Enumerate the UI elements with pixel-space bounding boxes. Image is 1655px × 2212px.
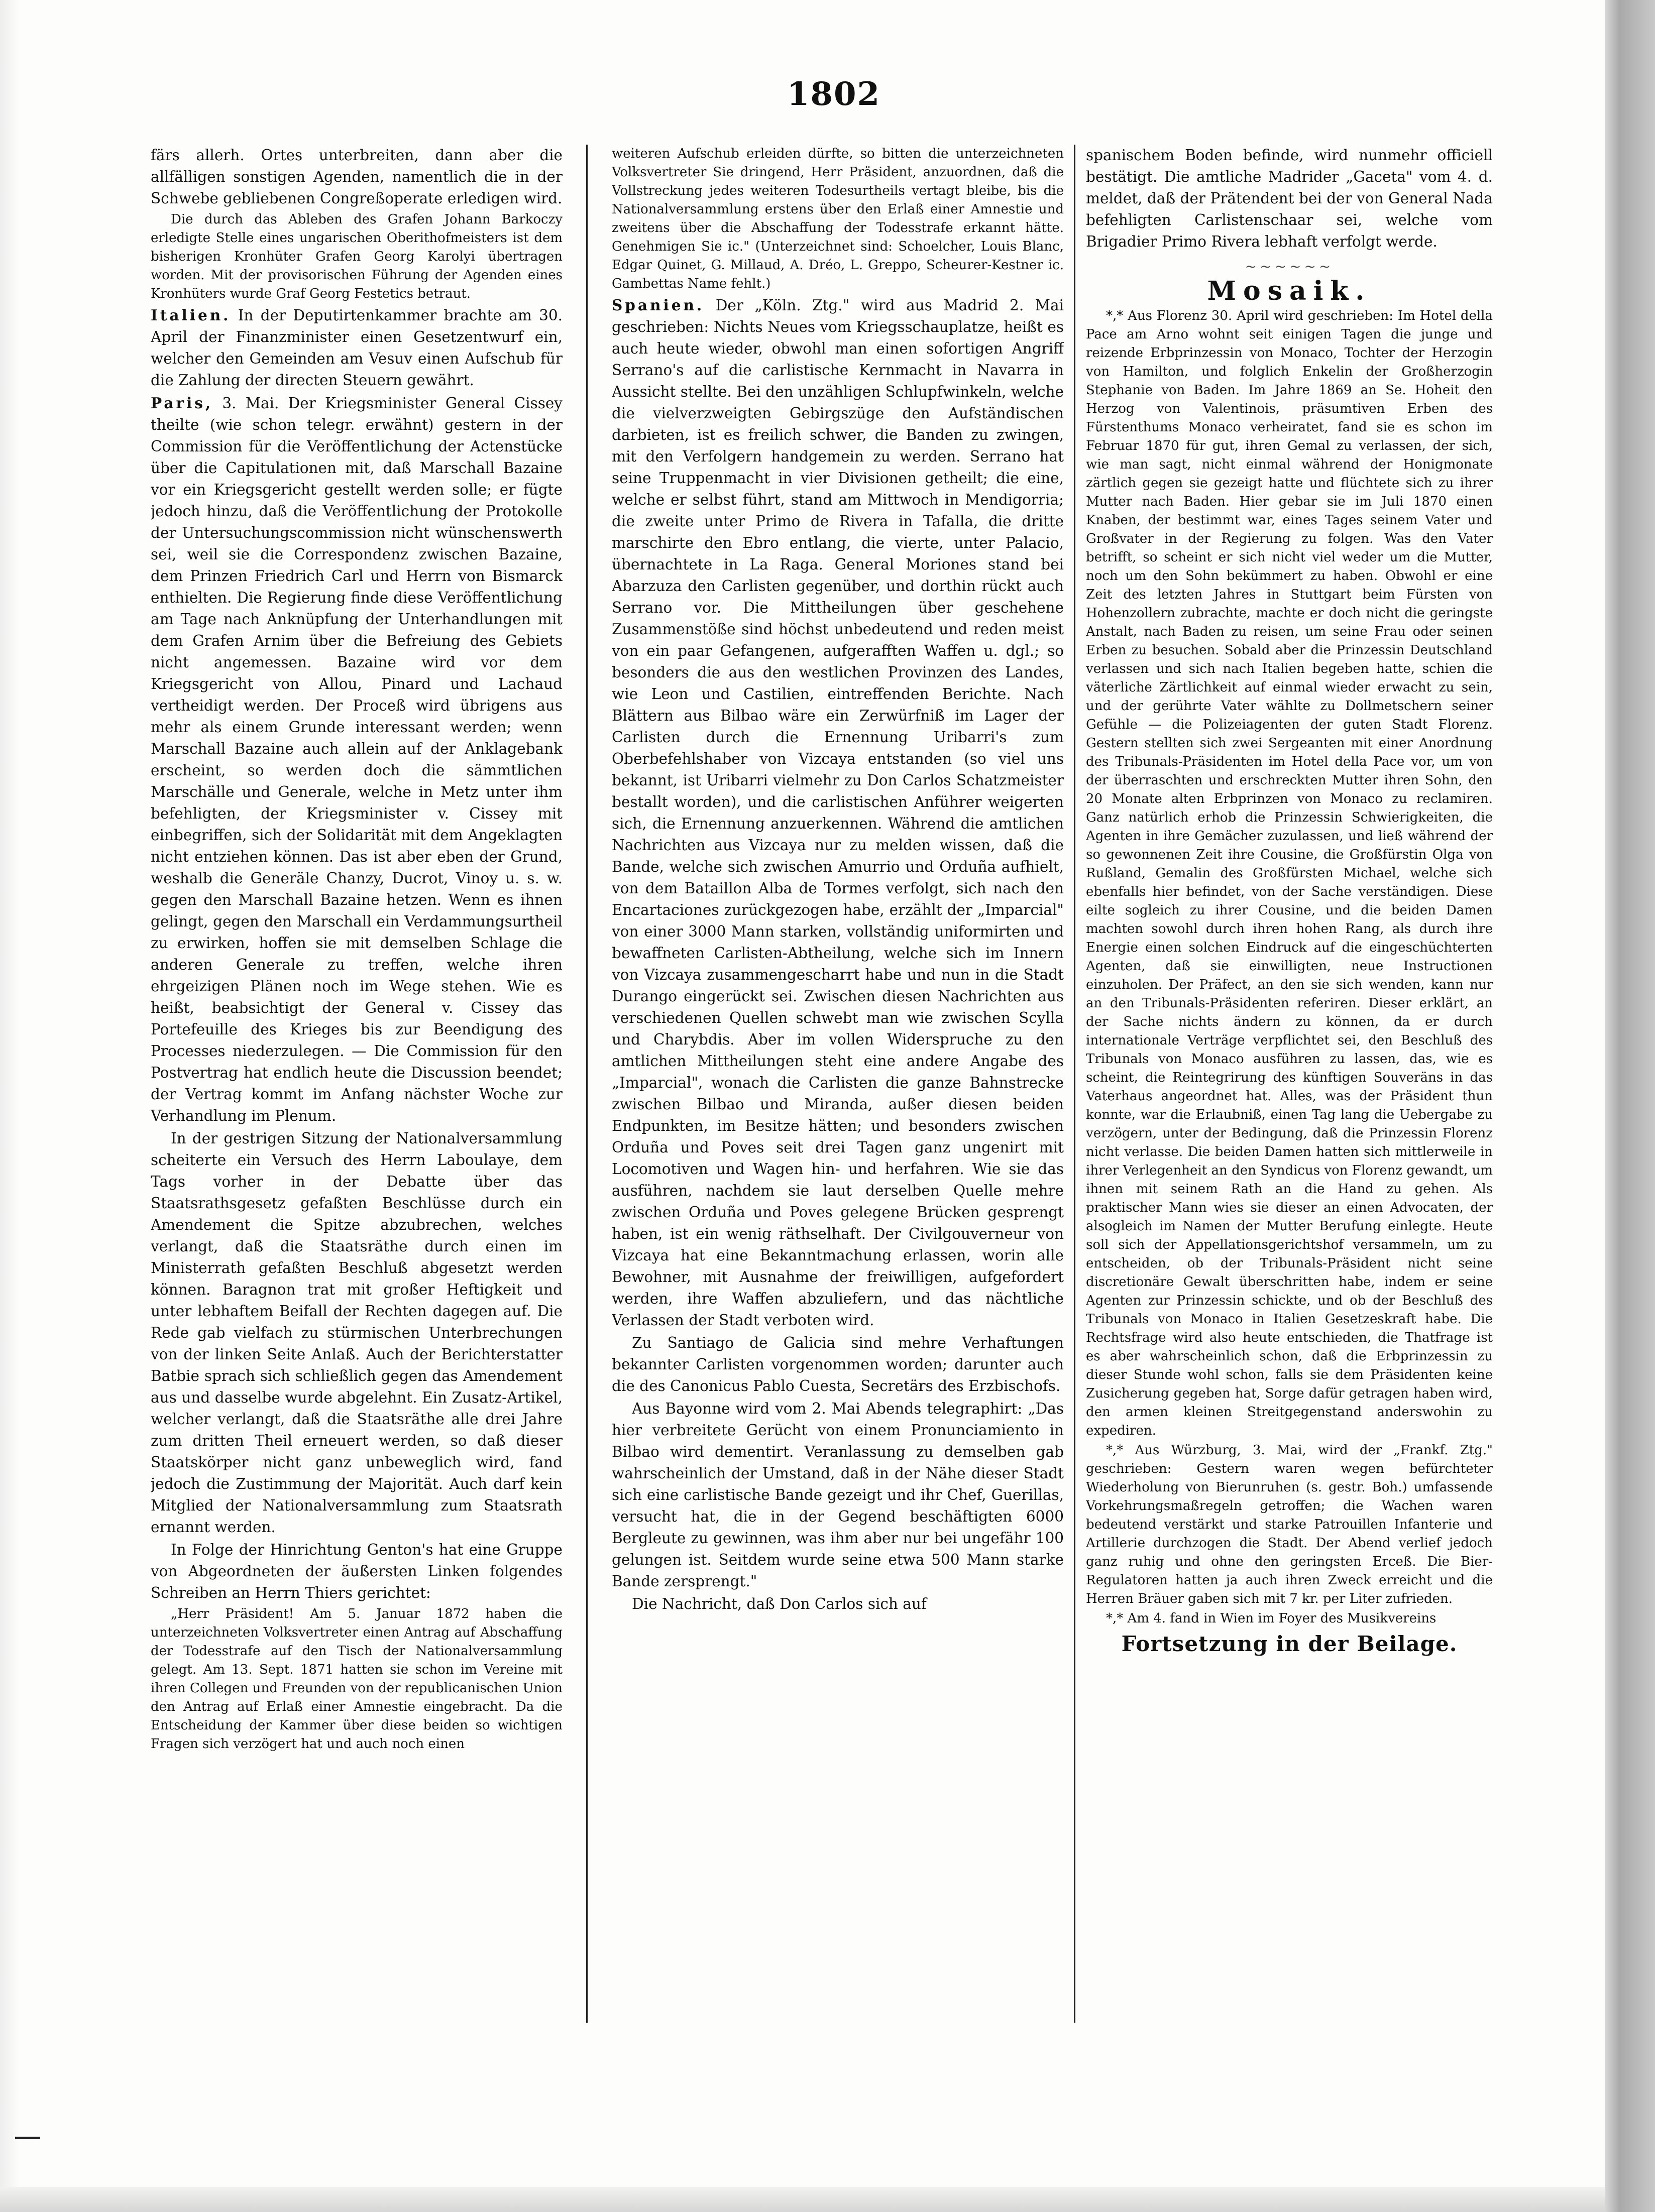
margin-mark <box>15 2137 40 2139</box>
page-edge-left <box>0 0 20 2212</box>
column-rule-1 <box>586 145 588 2023</box>
col2-paragraph-4: Aus Bayonne wird vom 2. Mai Abends telegraphirt: „Das hier verbreitete Gerücht von einem Pronunciamiento in Bilbao wird dementirt. Veranlassung zu demselben gab wahrscheinlich der Umstand, daß in der Nähe dieser Stadt sich eine carlistische Bande gezeigt und ihr Chef, Guerillas, versucht hat, die in der Gegend beschäftigten 6000 Bergleute zu gewinnen, was ihm aber nur bei ungefähr 100 gelungen ist. Seitdem wurde seine etwa 500 Mann starke Bande zersprengt." <box>612 1400 1064 1590</box>
col1-paris-paragraph <box>151 392 563 1127</box>
column-2 <box>612 145 1064 2083</box>
page-edge-right <box>1605 0 1655 2212</box>
col1-paragraph-5: In der gestrigen Sitzung der Nationalversammlung scheiterte ein Versuch des Herrn Laboulaye, dem Tags vorher in der Debatte über das Staatsrathsgesetz gefaßten Beschlüsse durch ein Amendement die Spitze abzubrechen, welches verlangt, daß die Staatsräthe durch einen im Ministerrath gefaßten Beschluß abgesetzt werden können. Baragnon trat mit großer Heftigkeit und unter lebhaftem Beifall der Rechten dagegen auf. Die Rede gab vielfach zu stürmischen Unterbrechungen von der linken Seite Anlaß. Auch der Berichterstatter Batbie sprach sich schließlich gegen das Amendement aus und dasselbe wurde abgelehnt. Ein Zusatz-Artikel, welcher verlangt, daß die Staatsräthe alle drei Jahre zum dritten Theil erneuert werden, so daß dieser Staatskörper nicht ganz unbeweglich wird, fand jedoch die Zustimmung der Majorität. Auch darf kein Mitglied der Nationalversammlung zum Staatsrath ernannt werden. <box>151 1130 563 1536</box>
page-number: 1802 <box>787 75 881 113</box>
col2-paragraph-3: Zu Santiago de Galicia sind mehre Verhaftungen bekannter Carlisten vorgenommen worden; darunter auch die des Canonicus Pablo Cuesta, Secretärs des Erzbischofs. <box>612 1334 1064 1394</box>
ornament-divider: ~~~~~~ <box>1245 258 1334 275</box>
col1-paragraph-2: Die durch das Ableben des Grafen Johann Barkoczy erledigte Stelle eines ungarischen Oberithofmeisters ist dem bisherigen Kronhüter Grafen Georg Karolyi übertragen worden. Mit der provisorischen Führung der Agenden eines Kronhüters wurde Graf Georg Festetics betraut. <box>151 212 563 301</box>
mosaik-heading: Mosaik. <box>1207 276 1372 306</box>
section-label-spanien: Spanien. <box>612 296 705 314</box>
col2-spanien-paragraph <box>612 294 1064 1331</box>
column-1 <box>151 145 563 2083</box>
col3-paragraph-4: *,* Am 4. fand in Wien im Foyer des Musikvereins <box>1106 1611 1437 1626</box>
page-edge-bottom <box>0 2187 1605 2212</box>
col2-paragraph-1: weiteren Aufschub erleiden dürfte, so bitten die unterzeichneten Volksvertreter Sie dringend, Herr Präsident, anzuordnen, daß die Vollstreckung jedes weiteren Todesurtheils vertagt bleibe, bis die Nationalversammlung erstens über den Erlaß einer Amnestie und zweitens über die Abschaffung der Todesstrafe erkannt hätte. Genehmigen Sie ic." (Unterzeichnet sind: Schoelcher, Louis Blanc, Edgar Quinet, G. Millaud, A. Dréo, L. Greppo, Scheurer-Kestner ic. Gambettas Name fehlt.) <box>612 146 1064 291</box>
column-rule-2 <box>1074 145 1075 2023</box>
col1-paragraph-3: In der Deputirtenkammer brachte am 30. April der Finanzminister einen Gesetzentwurf ein, welcher den Gemeinden am Vesuv einen Aufschub für die Zahlung der directen Steuern gewährt. <box>151 307 563 389</box>
col2-paragraph-5: Die Nachricht, daß Don Carlos sich auf <box>632 1595 927 1612</box>
col1-paragraph-1: färs allerh. Ortes unterbreiten, dann aber die allfälligen sonstigen Agenden, namentlich die in der Schwebe gebliebenen Congreßoperate erledigen wird. <box>151 147 563 207</box>
col2-paragraph-2: Der „Köln. Ztg." wird aus Madrid 2. Mai geschrieben: Nichts Neues vom Kriegsschauplatze, heißt es auch heute wieder, obwohl man einen sofortigen Angriff Serrano's auf die carlistische Kernmacht in Navarra in Aussicht stellte. Bei den unzähligen Schlupfwinkeln, welche die vielverzweigten Gebirgszüge den Aufständischen darbieten, ist es freilich schwer, die Banden zu zwingen, mit den Verfolgern handgemein zu werden. Serrano hat seine Truppenmacht in vier Divisionen getheilt; die eine, welche er selbst führt, stand am Mittwoch in Mendigorria; die zweite unter Primo de Rivera in Tafalla, die dritte marschirte den Ebro entlang, die vierte, unter Palacio, übernachtete in La Raga. General Moriones stand bei Abarzuza den Carlisten gegenüber, und dorthin rückt auch Serrano vor. Die Mittheilungen über geschehene Zusammenstöße sind höchst unbedeutend und reden meist von ein paar Gefangenen, aufgerafften Waffen u. dgl.; so besonders die aus den westlichen Provinzen des Landes, wie Leon und Castilien, eintreffenden Berichte. Nach Blättern aus Bilbao wäre ein Zerwürfniß im Lager der Carlisten durch die Ernennung Uribarri's zum Oberbefehlshaber von Vizcaya entstanden (so viel uns bekannt, ist Uribarri vielmehr zu Don Carlos Schatzmeister bestallt worden), und die carlistischen Anführer weigerten sich, die Ernennung anzuerkennen. Während die amtlichen Nachrichten aus Vizcaya nur zu melden wissen, daß die Bande, welche sich zwischen Amurrio und Orduña aufhielt, von dem Bataillon Alba de Tormes verfolgt, sich nach den Encartaciones zurückgezogen habe, erzählt der „Imparcial" von einer 3000 Mann starken, vollständig uniformirten und bewaffneten Carlisten-Abtheilung, welche sich im Innern von Vizcaya zusammengescharrt habe und nun in die Stadt Durango eingerückt sei. Zwischen diesen Nachrichten aus verschiedenen Quellen schwebt man wie zwischen Scylla und Charybdis. Aber im vollen Widerspruche zu den amtlichen Mittheilungen steht eine andere Angabe des „Imparcial", wonach die Carlisten die ganze Bahnstrecke zwischen Bilbao und Miranda, außer diesen beiden Endpunkten, im Besitze hätten; und besonders zwischen Orduña und Poves seit drei Tagen ganz ungenirt mit Locomotiven und Wagen hin- und herfahren. Wie sie das ausführen, nachdem sie laut derselben Quelle mehre zwischen Orduña und Poves gelegene Brücken gesprengt haben, ist ein wenig räthselhaft. Der Civilgouverneur von Vizcaya hat eine Bekanntmachung erlassen, worin alle Bewohner, mit Ausnahme der freiwilligen, aufgefordert werden, ihre Waffen abzuliefern, und das nächtliche Verlassen der Stadt verboten wird. <box>612 297 1064 1329</box>
col1-paragraph-6: In Folge der Hinrichtung Genton's hat eine Gruppe von Abgeordneten der äußersten Linken folgendes Schreiben an Herrn Thiers gerichtet: <box>151 1541 563 1601</box>
continuation-note: Fortsetzung in der Beilage. <box>1121 1632 1458 1656</box>
section-label-italien: Italien. <box>151 306 231 324</box>
col1-paragraph-7: „Herr Präsident! Am 5. Januar 1872 haben die unterzeichneten Volksvertreter einen Antrag auf Abschaffung der Todesstrafe auf den Tisch der Nationalversammlung gelegt. Am 13. Sept. 1871 hatten sie schon im Vereine mit ihren Collegen und Freunden von der republicanischen Union den Antrag auf Erlaß einer Amnestie eingebracht. Da die Entscheidung der Kammer über diese beiden so wichtigen Fragen sich verzögert hat und auch noch einen <box>151 1606 563 1752</box>
column-3 <box>1086 145 1493 2083</box>
section-label-paris: Paris, <box>151 394 213 412</box>
col1-italien-paragraph <box>151 304 563 391</box>
col3-paragraph-2: *,* Aus Florenz 30. April wird geschrieben: Im Hotel della Pace am Arno wohnt seit einigen Tagen die junge und reizende Erbprinzessin von Monaco, Tochter der Herzogin von Hamilton, und folglich Enkelin der Großherzogin Stephanie von Baden. Im Jahre 1869 an Se. Hoheit den Herzog von Valentinois, präsumtiven Erben des Fürstenthums Monaco verheiratet, fand sie es schon im Februar 1870 für gut, ihren Gemal zu verlassen, der sich, wie man sagt, nicht einmal während der Honigmonate zärtlich gegen sie gezeigt hatte und flüchtete sich zu ihrer Mutter nach Baden. Hier gebar sie im Juli 1870 einen Knaben, der bestimmt war, eines Tages seinem Vater und Großvater in der Regierung zu folgen. Was den Vater betrifft, so scheint er sich nicht viel weder um die Mutter, noch um den Sohn bekümmert zu haben. Obwohl er eine Zeit des letzten Jahres in Stuttgart beim Fürsten von Hohenzollern zubrachte, machte er doch nicht die geringste Anstalt, nach Baden zu reisen, um seine Frau oder seinen Erben zu besuchen. Sobald aber die Prinzessin Deutschland verlassen und sich nach Italien begeben hatte, schien die väterliche Zärtlichkeit auf einmal wieder erwacht zu sein, und der gerührte Vater wählte zu Dollmetschern seiner Gefühle — die Polizeiagenten der guten Stadt Florenz. Gestern stellten sich zwei Sergeanten mit einer Anordnung des Tribunals-Präsidenten im Hotel della Pace vor, um von der überraschten und erschreckten Mutter ihren Sohn, den 20 Monate alten Erbprinzen von Monaco zu reclamiren. Ganz natürlich erhob die Prinzessin Schwierigkeiten, die Agenten in ihre Gemächer zuzulassen, und ließ während der so gewonnenen Zeit ihre Cousine, die Großfürstin Olga von Rußland, Gemalin des Großfürsten Michael, welche sich ebenfalls hier befindet, von der Sache verständigen. Diese eilte sogleich zu ihrer Cousine, und die beiden Damen machten sowohl durch ihren hohen Rang, als durch ihre Energie einen solchen Eindruck auf die eingeschüchterten Agenten, daß sie einwilligten, neue Instructionen einzuholen. Der Präfect, an den sie sich wenden, kann nur an den Tribunals-Präsidenten referiren. Dieser erklärt, an der Sache nichts ändern zu können, da er durch internationale Verträge verpflichtet sei, den Beschluß des Tribunals von Monaco ausführen zu lassen, das, wie es scheint, die Reintegrirung des künftigen Souveräns in das Vaterhaus angeordnet hat. Alles, was der Präsident thun konnte, war die Erlaubniß, einen Tag lang die Uebergabe zu verzögern, unter der Bedingung, daß die Prinzessin Florenz nicht verlasse. Die beiden Damen hatten sich mittlerweile in ihrer Verlegenheit an den Syndicus von Florenz gewandt, um ihnen mit seinem Rath an die Hand zu gehen. Als praktischer Mann wies sie dieser an einen Advocaten, der alsogleich im Namen der Mutter Berufung einlegte. Heute soll sich der Appellationsgerichtshof versammeln, um zu entscheiden, ob der Tribunals-Präsident nicht seine discretionäre Gewalt überschritten habe, indem er seine Agenten zur Prinzessin schickte, und ob der Beschluß des Tribunals von Monaco in Italien Gesetzeskraft habe. Die Rechtsfrage wird also heute entschieden, die Thatfrage ist es aber wahrscheinlich schon, daß die Erbprinzessin zu dieser Stunde wohl schon, falls sie dem Präsidenten keine Zusicherung gegeben hat, Sorge dafür getragen haben wird, den armen kleinen Streitgegenstand anderswohin zu expediren. <box>1086 308 1493 1438</box>
col3-paragraph-1: spanischem Boden befinde, wird nunmehr officiell bestätigt. Die amtliche Madrider „Gaceta" vom 4. d. meldet, daß der Prätendent bei der von General Nada befehligten Carlistenschaar sei, welche vom Brigadier Primo Rivera lebhaft verfolgt werde. <box>1086 147 1493 250</box>
col1-paragraph-4: 3. Mai. Der Kriegsminister General Cissey theilte (wie schon telegr. erwähnt) gestern in der Commission für die Veröffentlichung der Actenstücke über die Capitulationen mit, daß Marschall Bazaine vor ein Kriegsgericht gestellt werden solle; er fügte jedoch hinzu, daß die Veröffentlichung der Protokolle der Untersuchungscommission nicht wünschenswerth sei, weil sie die Correspondenz zwischen Bazaine, dem Prinzen Friedrich Carl und Herrn von Bismarck enthielten. Die Regierung finde diese Veröffentlichung am Tage nach Anknüpfung der Unterhandlungen mit dem Grafen Arnim über die Befreiung des Gebiets nicht angemessen. Bazaine wird vor dem Kriegsgericht von Allou, Pinard und Lachaud vertheidigt werden. Der Proceß wird übrigens aus mehr als einem Grunde interessant werden; wenn Marschall Bazaine auch allein auf der Anklagebank erscheint, so werden doch die sämmtlichen Marschälle und Generale, welche in Metz unter ihm befehligten, der Kriegsminister v. Cissey mit einbegriffen, sich der Solidarität mit dem Angeklagten nicht entziehen können. Das ist aber eben der Grund, weshalb die Generäle Chanzy, Ducrot, Vinoy u. s. w. gegen den Marschall Bazaine hetzen. Wenn es ihnen gelingt, gegen den Marschall ein Verdammungsurtheil zu erwirken, hoffen sie mit demselben Schlage die anderen Generale zu treffen, welche ihren ehrgeizigen Plänen noch im Wege stehen. Wie es heißt, beabsichtigt der General v. Cissey das Portefeuille des Krieges bis zur Beendigung des Processes niederzulegen. — Die Commission für den Postvertrag hat endlich heute die Discussion beendet; der Vertrag kommt im Anfang nächster Woche zur Verhandlung im Plenum. <box>151 395 563 1124</box>
col3-paragraph-3: *,* Aus Würzburg, 3. Mai, wird der „Frankf. Ztg." geschrieben: Gestern waren wegen befürchteter Wiederholung von Bierunruhen (s. gestr. Boh.) umfassende Vorkehrungsmaßregeln getroffen; die Wachen waren bedeutend verstärkt und starke Patrouillen Infanterie und Artillerie durchzogen die Stadt. Der Abend verlief jedoch ganz ruhig und ohne den geringsten Erceß. Die Bier-Regulatoren hatten ja auch ihren Zweck erreicht und die Herren Bräuer gaben sich mit 7 kr. per Liter zufrieden. <box>1086 1443 1493 1606</box>
